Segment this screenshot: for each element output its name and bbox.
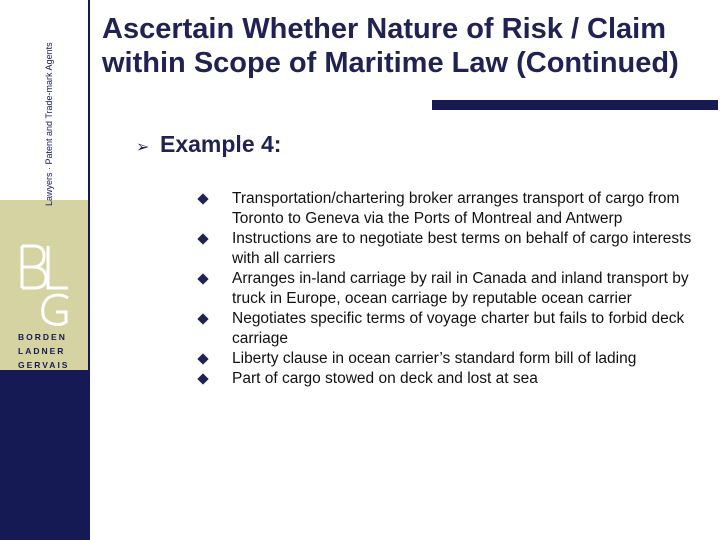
bullet-item xyxy=(197,349,707,369)
sidebar-navy-panel xyxy=(0,370,90,540)
example-heading: Example 4: xyxy=(160,131,282,157)
bullet-text: Negotiates specific terms of voyage charter but fails to forbid deck carriage xyxy=(232,310,685,347)
arrow-bullet-icon: ➢ xyxy=(136,139,150,156)
diamond-bullet-icon xyxy=(197,313,208,324)
bullet-text: Transportation/chartering broker arranges transport of cargo from Toronto to Geneva via the Ports of Montreal and Antwerp xyxy=(232,190,680,227)
diamond-bullet-icon xyxy=(197,233,208,244)
logo-caption-line-2: LADNER xyxy=(18,346,66,356)
bullet-text: Instructions are to negotiate best terms on behalf of cargo interests with all carriers xyxy=(232,230,692,267)
firm-tagline: Lawyers · Patent and Trade-mark Agents xyxy=(44,42,54,206)
logo-caption-line-1: BORDEN xyxy=(18,332,67,342)
diamond-bullet-icon xyxy=(197,273,208,284)
diamond-bullet-icon xyxy=(197,193,208,204)
sidebar xyxy=(0,0,90,540)
diamond-bullet-icon xyxy=(197,353,208,364)
sidebar-divider xyxy=(88,0,90,540)
diamond-bullet-icon xyxy=(197,373,208,384)
bullet-item xyxy=(197,189,707,229)
slide-title: Ascertain Whether Nature of Risk / Claim within Scope of Maritime Law (Continued) xyxy=(102,13,679,79)
logo-caption-line-3: GERVAIS xyxy=(18,360,70,370)
blg-monogram-icon xyxy=(4,236,84,328)
bullet-text: Arranges in-land carriage by rail in Canada and inland transport by truck in Europe, ocean carriage by reputable ocean carrier xyxy=(232,270,689,307)
title-underline-bar xyxy=(432,100,718,110)
firm-logo xyxy=(4,236,84,370)
bullet-item xyxy=(197,369,707,389)
bullet-item xyxy=(197,229,707,269)
bullet-item xyxy=(197,269,707,309)
bullet-text: Liberty clause in ocean carrier’s standard form bill of lading xyxy=(232,350,637,367)
bullet-text: Part of cargo stowed on deck and lost at sea xyxy=(232,370,538,387)
bullet-list xyxy=(197,189,707,389)
bullet-item xyxy=(197,309,707,349)
